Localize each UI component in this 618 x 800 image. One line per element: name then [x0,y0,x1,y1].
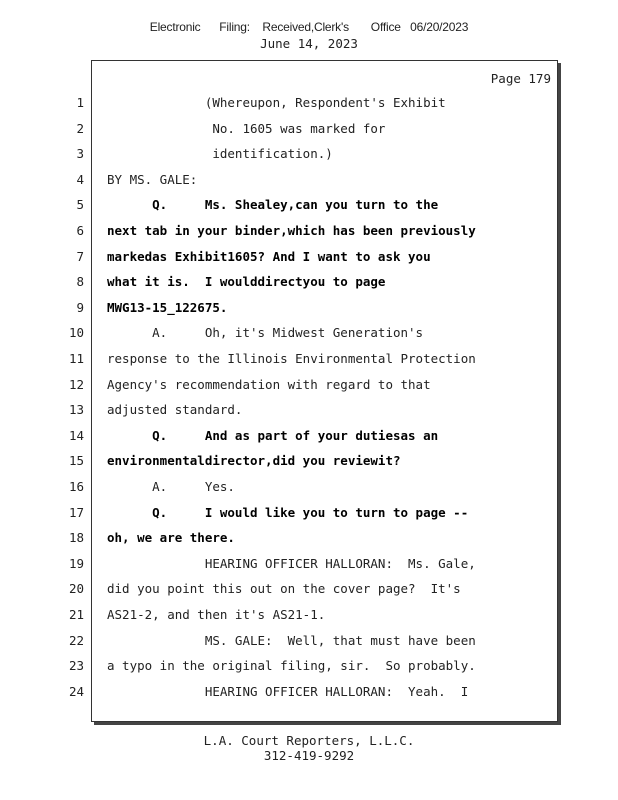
transcript-date: June 14, 2023 [260,36,358,51]
line-number: 10 [68,325,84,340]
line-number: 3 [76,146,84,161]
line-number: 17 [68,505,84,520]
transcript-line: A. Oh, it's Midwest Generation's [107,325,424,340]
transcript-line: environmentaldirector,did you reviewit? [107,453,401,468]
transcript-line: a typo in the original filing, sir. So probably. [107,658,476,673]
line-number: 15 [68,453,84,468]
transcript-line: what it is. I woulddirectyou to page [107,274,386,289]
transcript-line: response to the Illinois Environmental Protection [107,351,476,366]
transcript-line: HEARING OFFICER HALLORAN: Yeah. I [107,684,469,699]
transcript-line: oh, we are there. [107,530,235,545]
footer-phone: 312-419-9292 [263,748,355,763]
line-number: 9 [76,300,84,315]
transcript-line: markedas Exhibit1605? And I want to ask you [107,249,431,264]
line-number: 24 [68,684,84,699]
transcript-line: MWG13-15_122675. [107,300,228,315]
transcript-line: No. 1605 was marked for [107,121,386,136]
transcript-line: AS21-2, and then it's AS21-1. [107,607,326,622]
page-number: Page 179 [490,71,551,86]
transcript-line: next tab in your binder,which has been previously [107,223,476,238]
line-number: 21 [68,607,84,622]
line-number: 2 [76,121,84,136]
line-number: 13 [68,402,84,417]
line-number: 5 [76,197,84,212]
line-number: 22 [68,633,84,648]
line-number: 20 [68,581,84,596]
line-number: 4 [76,172,84,187]
line-number: 16 [68,479,84,494]
transcript-line: did you point this out on the cover page? It's [107,581,461,596]
transcript-line: HEARING OFFICER HALLORAN: Ms. Gale, [107,556,476,571]
filing-stamp: Electronic Filing: Received,Clerk's Office 06/20/2023 [149,20,469,34]
line-number: 12 [68,377,84,392]
transcript-line: Q. Ms. Shealey,can you turn to the [107,197,439,212]
line-number: 6 [76,223,84,238]
transcript-line: Q. I would like you to turn to page -- [107,505,469,520]
line-number: 11 [68,351,84,366]
transcript-line: adjusted standard. [107,402,243,417]
line-number: 14 [68,428,84,443]
line-number: 7 [76,249,84,264]
transcript-line: Q. And as part of your dutiesas an [107,428,439,443]
line-number: 8 [76,274,84,289]
transcript-line: (Whereupon, Respondent's Exhibit [107,95,446,110]
line-number: 23 [68,658,84,673]
line-number: 18 [68,530,84,545]
transcript-line: BY MS. GALE: [107,172,198,187]
transcript-line: identification.) [107,146,333,161]
line-number: 19 [68,556,84,571]
transcript-line: MS. GALE: Well, that must have been [107,633,476,648]
line-number: 1 [76,95,84,110]
transcript-line: A. Yes. [107,479,235,494]
transcript-line: Agency's recommendation with regard to that [107,377,431,392]
footer-company: L.A. Court Reporters, L.L.C. [203,733,415,748]
